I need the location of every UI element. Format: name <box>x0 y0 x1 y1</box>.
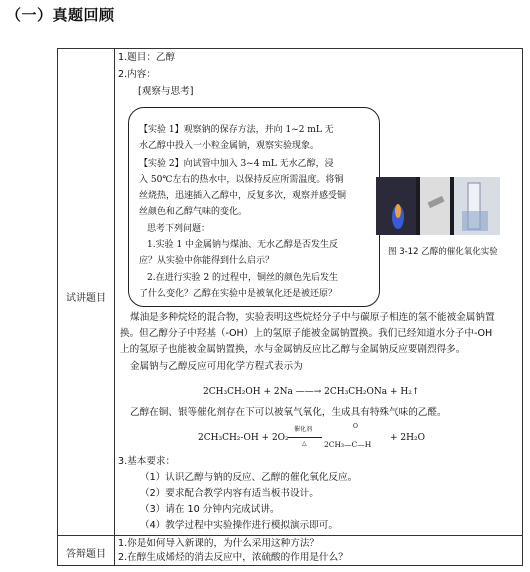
label-column <box>58 49 115 565</box>
section-heading: （一）真题回顾 <box>6 6 115 24</box>
bubble-line: 【实验 1】观察钠的保存方法，并向 1~2 mL 无 <box>139 125 334 135</box>
eq1-intro: 金属钠与乙醇反应可用化学方程式表示为 <box>130 361 303 372</box>
qa-item: 2.在醇生成烯烃的消去反应中，浓硫酸的作用是什么？ <box>118 552 348 563</box>
bubble-line: 了什么变化？乙醇在实验中是被氧化还是被还原？ <box>139 289 338 299</box>
bubble-line: 应？从实验中你能得到什么启示？ <box>139 256 275 266</box>
trial-content-label: 2.内容： <box>118 69 156 80</box>
eq2-right-top: O <box>353 423 358 430</box>
eq2-arrow <box>288 437 322 438</box>
question-table <box>57 48 523 566</box>
observe-heading: [观察与思考] <box>138 86 194 97</box>
req-item: （4）教学过程中实验操作进行模拟演示即可。 <box>140 520 338 531</box>
bubble-line: 入 50℃左右的热水中，以保持反应所需温度。将铜 <box>139 175 344 185</box>
experiment-bubble <box>128 107 380 307</box>
req-item: （3）请在 10 分钟内完成试讲。 <box>140 504 280 515</box>
eq2-tail: + 2H₂O <box>390 433 425 443</box>
qa-item: 1.你是如何导入新课的，为什么采用这种方法？ <box>118 538 320 549</box>
equation-1: 2CH₃CH₂OH + 2Na ——→ 2CH₃CH₂ONa + H₂↑ <box>203 387 420 397</box>
label-trial: 试讲题目 <box>66 293 106 304</box>
bubble-line: 丝颜色和乙醇气味的变化。 <box>139 207 248 217</box>
paragraph-line: 换。但乙醇分子中羟基（-OH）上的氢原子能被金属钠置换。我们已经知道水分子中-OH <box>120 328 493 339</box>
label-qa: 答辩题目 <box>66 549 106 560</box>
experiment-photo <box>376 177 500 235</box>
eq2-intro: 乙醇在铜、银等催化剂存在下可以被氧气氧化，生成具有特殊气味的乙醛。 <box>130 407 447 418</box>
eq2-right: 2CH₃—C—H <box>324 440 372 449</box>
experiment-photo-art <box>376 177 500 235</box>
bubble-line: 2.在进行实验 2 的过程中，铜丝的颜色先后发生 <box>147 273 339 283</box>
bubble-line: 水乙醇中投入一小粒金属钠，观察实验现象。 <box>139 141 320 151</box>
eq2-cond-bottom: △ <box>302 440 307 447</box>
row-divider <box>58 535 522 536</box>
paragraph-line: 上的氢原子也能被金属钠置换，水与金属钠反应比乙醇与金属钠反应要剧烈得多。 <box>120 344 466 355</box>
trial-title: 1.题目：乙醇 <box>118 52 176 63</box>
req-item: （2）要求配合教学内容有适当板书设计。 <box>140 488 319 499</box>
figure-caption: 图 3-12 乙醇的催化氧化实验 <box>388 247 498 257</box>
eq2-cond-top: 催化剂 <box>294 426 313 433</box>
bubble-line: 丝烧热，迅速插入乙醇中，反复多次，观察并感受铜 <box>139 191 347 201</box>
paragraph-line: 煤油是多种烷烃的混合物，实验表明这些烷烃分子中与碳原子相连的氢不能被金属钠置 <box>130 312 495 323</box>
req-item: （1）认识乙醇与钠的反应、乙醇的催化氧化反应。 <box>140 472 358 483</box>
eq2-left: 2CH₃CH₂-OH + 2O₂ <box>198 433 289 443</box>
req-title: 3.基本要求： <box>118 456 176 467</box>
bubble-line: 【实验 2】向试管中加入 3~4 mL 无水乙醇，浸 <box>139 159 334 169</box>
bubble-line: 思考下列问题： <box>147 224 211 234</box>
bubble-line: 1.实验 1 中金属钠与煤油、无水乙醇是否发生反 <box>147 240 339 250</box>
